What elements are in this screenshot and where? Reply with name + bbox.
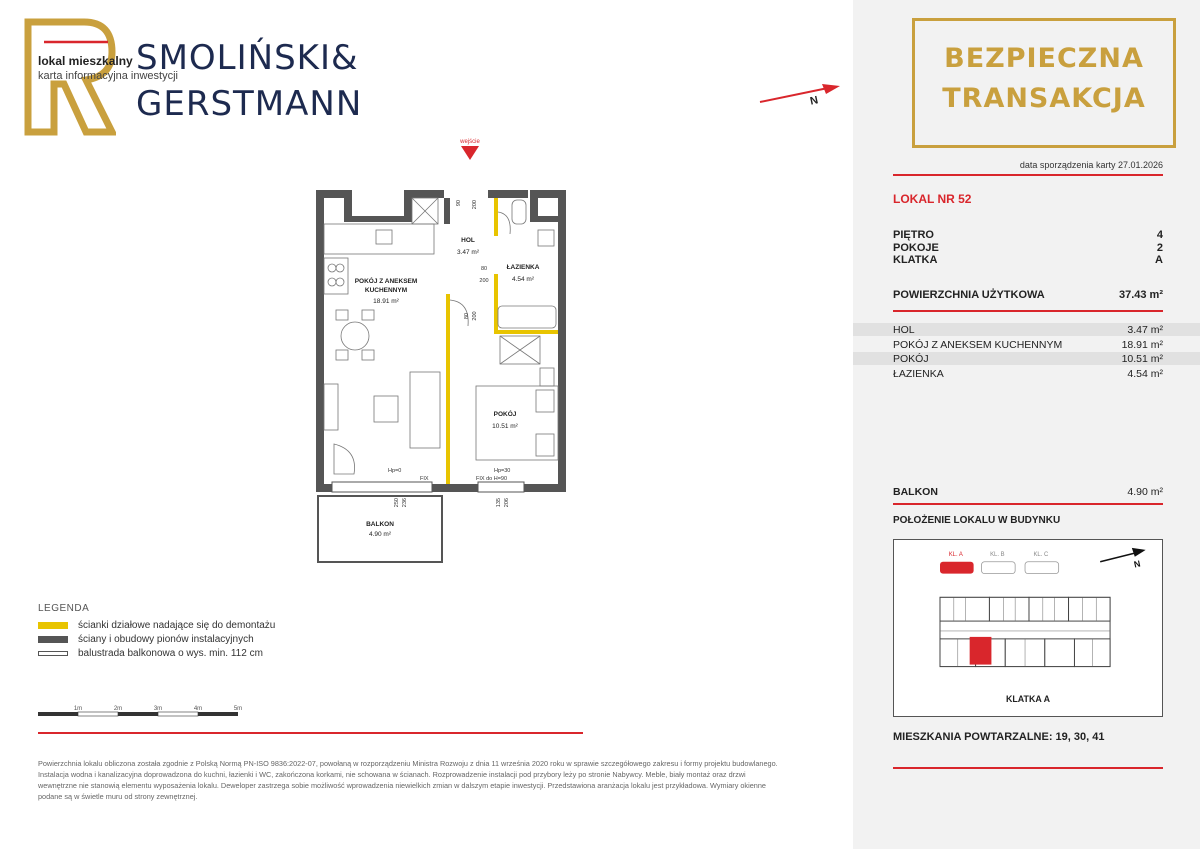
scale-label: 4m [193,706,203,712]
door-height-1: 200 [472,200,478,210]
balcony-value: 4.90 m² [1127,486,1163,498]
legend-item [38,633,254,646]
unit-title: LOKAL NR 52 [893,192,972,206]
usable-area-label: POWIERZCHNIA UŻYTKOWA [893,289,1045,301]
brand-subtitle-bold: lokal mieszkalny [38,54,133,68]
balcony-label: BALKON [893,486,938,498]
unit-location-highlight [970,637,992,665]
hol-name: HOL [461,237,475,244]
legend-text: ścianki działowe nadające się do demontażu [78,620,276,631]
detail-value: A [1155,254,1163,266]
scale-label: 2m [113,706,123,712]
balcony-row [893,486,1163,498]
room-row [893,368,1163,380]
klatka-c-marker [1025,562,1059,574]
north-label: N [809,94,820,108]
badge-line1: BEZPIECZNA [944,43,1144,74]
window2-height: 206 [504,498,510,508]
room-label: POKÓJ [893,353,929,365]
scale-label: 1m [73,706,83,712]
legend-swatch-gray [38,636,68,643]
window-hp30: Hp=30 [494,468,511,474]
detail-label: PIĘTRO [893,229,934,241]
divider-line [893,310,1163,312]
room-row [893,324,1163,336]
divider-line [38,732,583,734]
window-fix2: FIX do H=90 [476,476,508,482]
door-width-1: 90 [456,200,462,207]
klatka-a-label: KL. A [948,551,963,558]
room-label: POKÓJ Z ANEKSEM KUCHENNYM [893,339,1063,351]
floor-plan [300,134,590,574]
room-row [893,353,1163,365]
scale-bar [38,704,248,720]
door-width-2: 80 [480,266,488,272]
card-date: data sporządzenia karty 27.01.2026 [1019,160,1163,170]
door-height-2: 200 [479,278,489,284]
window-fix1: FIX [420,476,429,482]
site-caption: KLATKA A [1005,694,1051,705]
detail-label: KLATKA [893,254,938,266]
klatka-a-marker [940,562,974,574]
legend-swatch-yellow [38,622,68,629]
brand-name-line1: SMOLIŃSKI& [136,38,359,78]
room-value: 4.54 m² [1127,368,1163,380]
legend-item [38,647,263,660]
balcony-outline [318,496,442,562]
detail-row [893,254,1163,266]
legend-text: balustrada balkonowa o wys. min. 112 cm [78,648,263,659]
usable-area-value: 37.43 m² [1118,289,1163,301]
detail-value: 4 [1156,229,1163,241]
balcony-name: BALKON [366,521,394,528]
living-name-1: POKÓJ Z ANEKSEM [354,278,418,285]
legend-title: LEGENDA [38,603,90,614]
room-value: 3.47 m² [1127,324,1163,336]
windows [332,482,524,492]
entrance-arrow-icon [461,146,479,160]
window2-width: 135 [496,498,502,508]
window-hp0: Hp=0 [388,468,402,474]
badge-line2: TRANSAKCJA [942,83,1146,114]
room-value: 18.91 m² [1121,339,1163,351]
room-label: ŁAZIENKA [893,368,944,380]
detail-value: 2 [1156,242,1163,254]
door-width-3: 80 [464,312,470,320]
legend-swatch-outline [38,651,68,656]
divider-line [893,503,1163,505]
detail-row [893,242,1163,254]
footnote-text: Powierzchnia lokalu obliczona została zgodnie z Polską Normą PN-ISO 9836:2022-07, powołaną w rozporządzeniu Ministra Rozwoju z dnia 11 września 2020 roku w sprawie szczegółowego zakresu i formy projektu budowlanego. Instalacja wodna i kanalizacyjna doprowadzona do kuchni, łazienki i WC, zakończona korkami, nie schowana w ścianach. Rozprowadzenie instalacji pod przybory leży po stronie Nabywcy. Meble, biały montaż oraz drzwi wewnętrzne nie stanowią elementu wyposażenia lokalu. Deweloper zastrzega sobie możliwość wprowadzenia niewielkich zmian w dalszym etapie inwestycji. Przedstawiona aranżacja lokalu jest przykładowa. Wymiary okienne podane są w świetle muru od strony zewnętrznej. [38,759,778,801]
bath-area: 4.54 m² [511,276,535,283]
room-row [893,339,1163,351]
site-north-label: N [1132,558,1142,570]
divider-line [893,174,1163,176]
scale-label: 3m [153,706,163,712]
repeating-units: MIESZKANIA POWTARZALNE: 19, 30, 41 [893,731,1105,743]
klatka-b-label: KL. B [990,551,1005,558]
hol-area: 3.47 m² [456,249,480,256]
room-label: HOL [893,324,915,336]
window1-width: 250 [394,498,400,508]
north-arrow-icon [758,78,842,108]
room-area: 10.51 m² [492,423,518,430]
usable-area-row [893,289,1163,301]
entrance-label: wejście [460,139,480,145]
location-title: POŁOŻENIE LOKALU W BUDYNKU [893,515,1061,526]
divider-line [893,767,1163,769]
detail-label: POKOJE [893,242,939,254]
living-area: 18.91 m² [373,298,399,305]
door-height-3: 200 [472,311,478,321]
room-name: POKÓJ [493,411,517,418]
window1-height: 236 [402,498,408,508]
bath-name: ŁAZIENKA [506,264,540,271]
furniture [324,198,558,474]
living-name-2: KUCHENNYM [364,287,408,294]
brand-subtitle: karta informacyjna inwestycji [38,70,178,82]
room-value: 10.51 m² [1121,353,1163,365]
klatka-b-marker [982,562,1016,574]
klatka-c-label: KL. C [1033,551,1049,558]
scale-label: 5m [233,706,243,712]
legend-item [38,619,275,632]
detail-row [893,229,1163,241]
building-location-plan [893,539,1163,717]
brand-name-line2: GERSTMANN [136,84,363,124]
safe-transaction-badge [912,18,1176,148]
legend-text: ściany i obudowy pionów instalacyjnych [78,634,254,645]
outer-walls [316,190,566,492]
balcony-area: 4.90 m² [368,531,392,538]
